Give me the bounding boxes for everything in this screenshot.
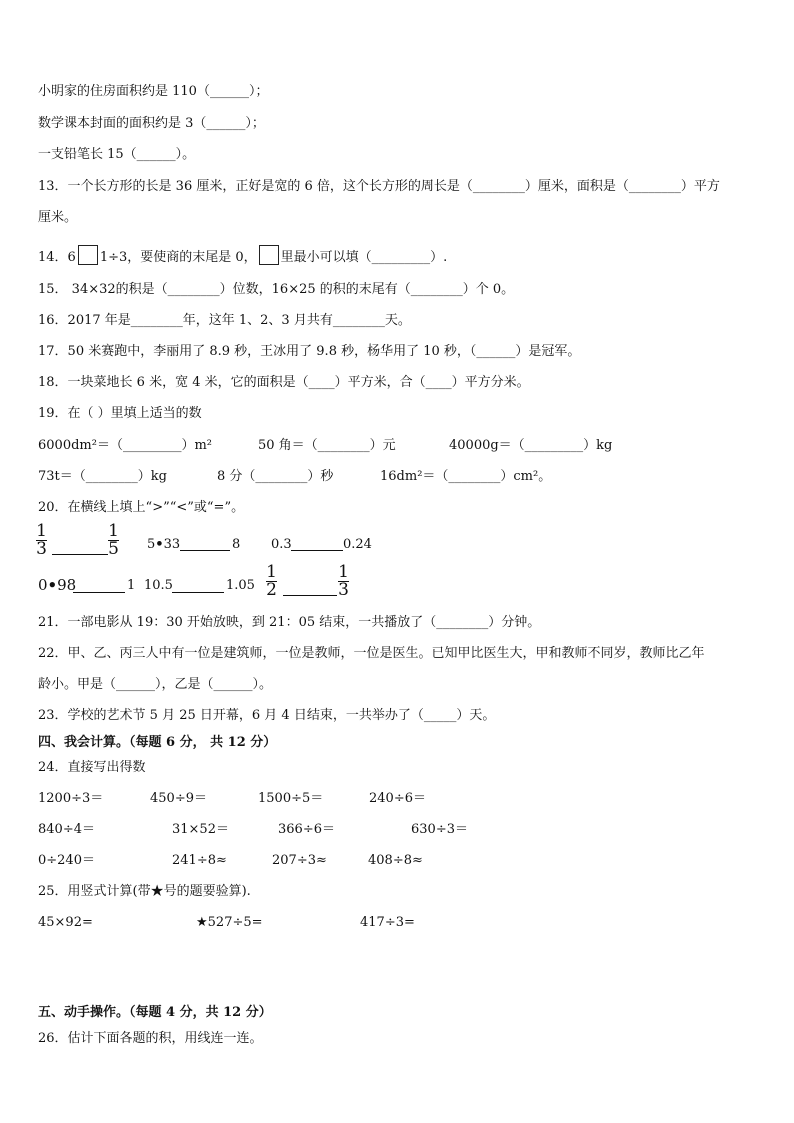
denominator: 2 [266, 580, 277, 600]
fraction-one-third [338, 562, 349, 600]
numerator: 1 [36, 521, 47, 541]
question-13-line1: 13．一个长方形的长是 36 厘米，正好是宽的 6 倍，这个长方形的周长是（________）厘米，面积是（________）平方 [38, 179, 720, 194]
question-21: 21．一部电影从 19：30 开始放映，到 21：05 结束，一共播放了（________）分钟。 [38, 615, 541, 630]
calc-item: 31×52＝ [172, 822, 229, 837]
q19-item: 6000dm²＝（_________）m² [38, 438, 212, 453]
question-23: 23．学校的艺术节 5 月 25 日开幕，6 月 4 日结束，一共举办了（_____）天。 [38, 708, 496, 723]
compare-value: 10.5 [144, 578, 173, 593]
question-14-suffix: 里最小可以填（_________）. [280, 250, 448, 265]
vertical-calc-item: 45×92= [38, 915, 93, 930]
fraction-one-half [266, 562, 277, 600]
section-4-heading: 四、我会计算。（每题 6 分， 共 12 分） [38, 735, 277, 750]
compare-value: 1 [127, 578, 136, 593]
question-22-line2: 龄小。甲是（______），乙是（______）。 [38, 677, 273, 692]
q19-item: 8 分（________）秒 [217, 469, 334, 484]
question-26: 26．估计下面各题的积，用线连一连。 [38, 1031, 263, 1046]
compare-value: 8 [232, 537, 241, 552]
question-22-line1: 22．甲、乙、丙三人中有一位是建筑师，一位是教师，一位是医生。已知甲比医生大，甲和教师不同岁，教师比乙年 [38, 646, 705, 661]
question-19: 19．在（ ）里填上适当的数 [38, 406, 202, 421]
calc-item: 450÷9＝ [150, 791, 207, 806]
decimal-fraction: 98 [57, 576, 77, 594]
question-18: 18．一块菜地长 6 米，宽 4 米，它的面积是（____）平方米，合（____）平方分米。 [38, 375, 530, 390]
numerator: 1 [108, 521, 119, 541]
vertical-calc-item: ★527÷5= [196, 915, 263, 930]
calc-item: 630÷3＝ [411, 822, 468, 837]
question-25: 25．用竖式计算(带★号的题要验算). [38, 884, 251, 899]
question-20: 20．在横线上填上“>”“<”或“=”。 [38, 500, 245, 515]
decimal-integer: 5 [147, 537, 156, 552]
compare-blank[interactable] [73, 592, 125, 593]
denominator: 3 [36, 539, 47, 559]
calc-item: 840÷4＝ [38, 822, 95, 837]
question-14-middle: 1÷3，要使商的末尾是 0， [99, 250, 257, 265]
unit-item-house-area: 小明家的住房面积约是 110（______）； [38, 84, 269, 99]
decimal-point: • [155, 537, 164, 552]
calc-item: 366÷6＝ [278, 822, 335, 837]
calc-item: 408÷8≈ [368, 853, 423, 868]
fraction-one-third [36, 521, 47, 559]
calc-item: 0÷240＝ [38, 853, 95, 868]
repeating-decimal-5-33 [147, 537, 180, 553]
calc-item: 207÷3≈ [272, 853, 327, 868]
numerator: 1 [266, 562, 277, 582]
question-24: 24．直接写出得数 [38, 760, 146, 775]
answer-box[interactable] [78, 245, 98, 265]
compare-value: 0.3 [271, 537, 292, 552]
repeating-decimal-0-98 [38, 577, 76, 593]
question-15: 15． 34×32的积是（________）位数，16×25 的积的末尾有（________）个 0。 [38, 282, 515, 297]
fraction-one-fifth [108, 521, 119, 559]
q19-item: 73t＝（________）kg [38, 469, 167, 484]
compare-value: 1.05 [226, 578, 255, 593]
question-14-prefix: 14．6 [38, 250, 76, 265]
calc-item: 241÷8≈ [172, 853, 227, 868]
answer-box[interactable] [259, 245, 279, 265]
calc-item: 1200÷3＝ [38, 791, 104, 806]
q19-item: 50 角＝（________）元 [258, 438, 396, 453]
question-14 [38, 245, 447, 266]
decimal-point: • [47, 576, 58, 594]
question-16: 16．2017 年是________年，这年 1、2、3 月共有________天。 [38, 313, 411, 328]
decimal-fraction: 33 [163, 537, 181, 552]
question-17: 17．50 米赛跑中，李丽用了 8.9 秒，王冰用了 9.8 秒，杨华用了 10 秒，（______）是冠军。 [38, 344, 581, 359]
compare-blank[interactable] [52, 554, 108, 555]
denominator: 5 [108, 539, 119, 559]
unit-item-book-cover: 数学课本封面的面积约是 3（______）； [38, 116, 265, 131]
compare-blank[interactable] [172, 592, 224, 593]
q19-item: 16dm²＝（________）cm²。 [380, 469, 552, 484]
calc-item: 240÷6＝ [369, 791, 426, 806]
unit-item-pencil: 一支铅笔长 15（______）。 [38, 147, 196, 162]
compare-blank[interactable] [180, 550, 230, 551]
compare-blank[interactable] [291, 550, 343, 551]
question-13-line2: 厘米。 [38, 210, 78, 225]
q19-item: 40000g＝（_________）kg [449, 438, 613, 453]
calc-item: 1500÷5＝ [258, 791, 324, 806]
numerator: 1 [338, 562, 349, 582]
denominator: 3 [338, 580, 349, 600]
compare-value: 0.24 [343, 537, 372, 552]
decimal-integer: 0 [38, 576, 48, 594]
compare-blank[interactable] [283, 595, 337, 596]
vertical-calc-item: 417÷3= [360, 915, 415, 930]
section-5-heading: 五、动手操作。（每题 4 分，共 12 分） [38, 1005, 272, 1020]
